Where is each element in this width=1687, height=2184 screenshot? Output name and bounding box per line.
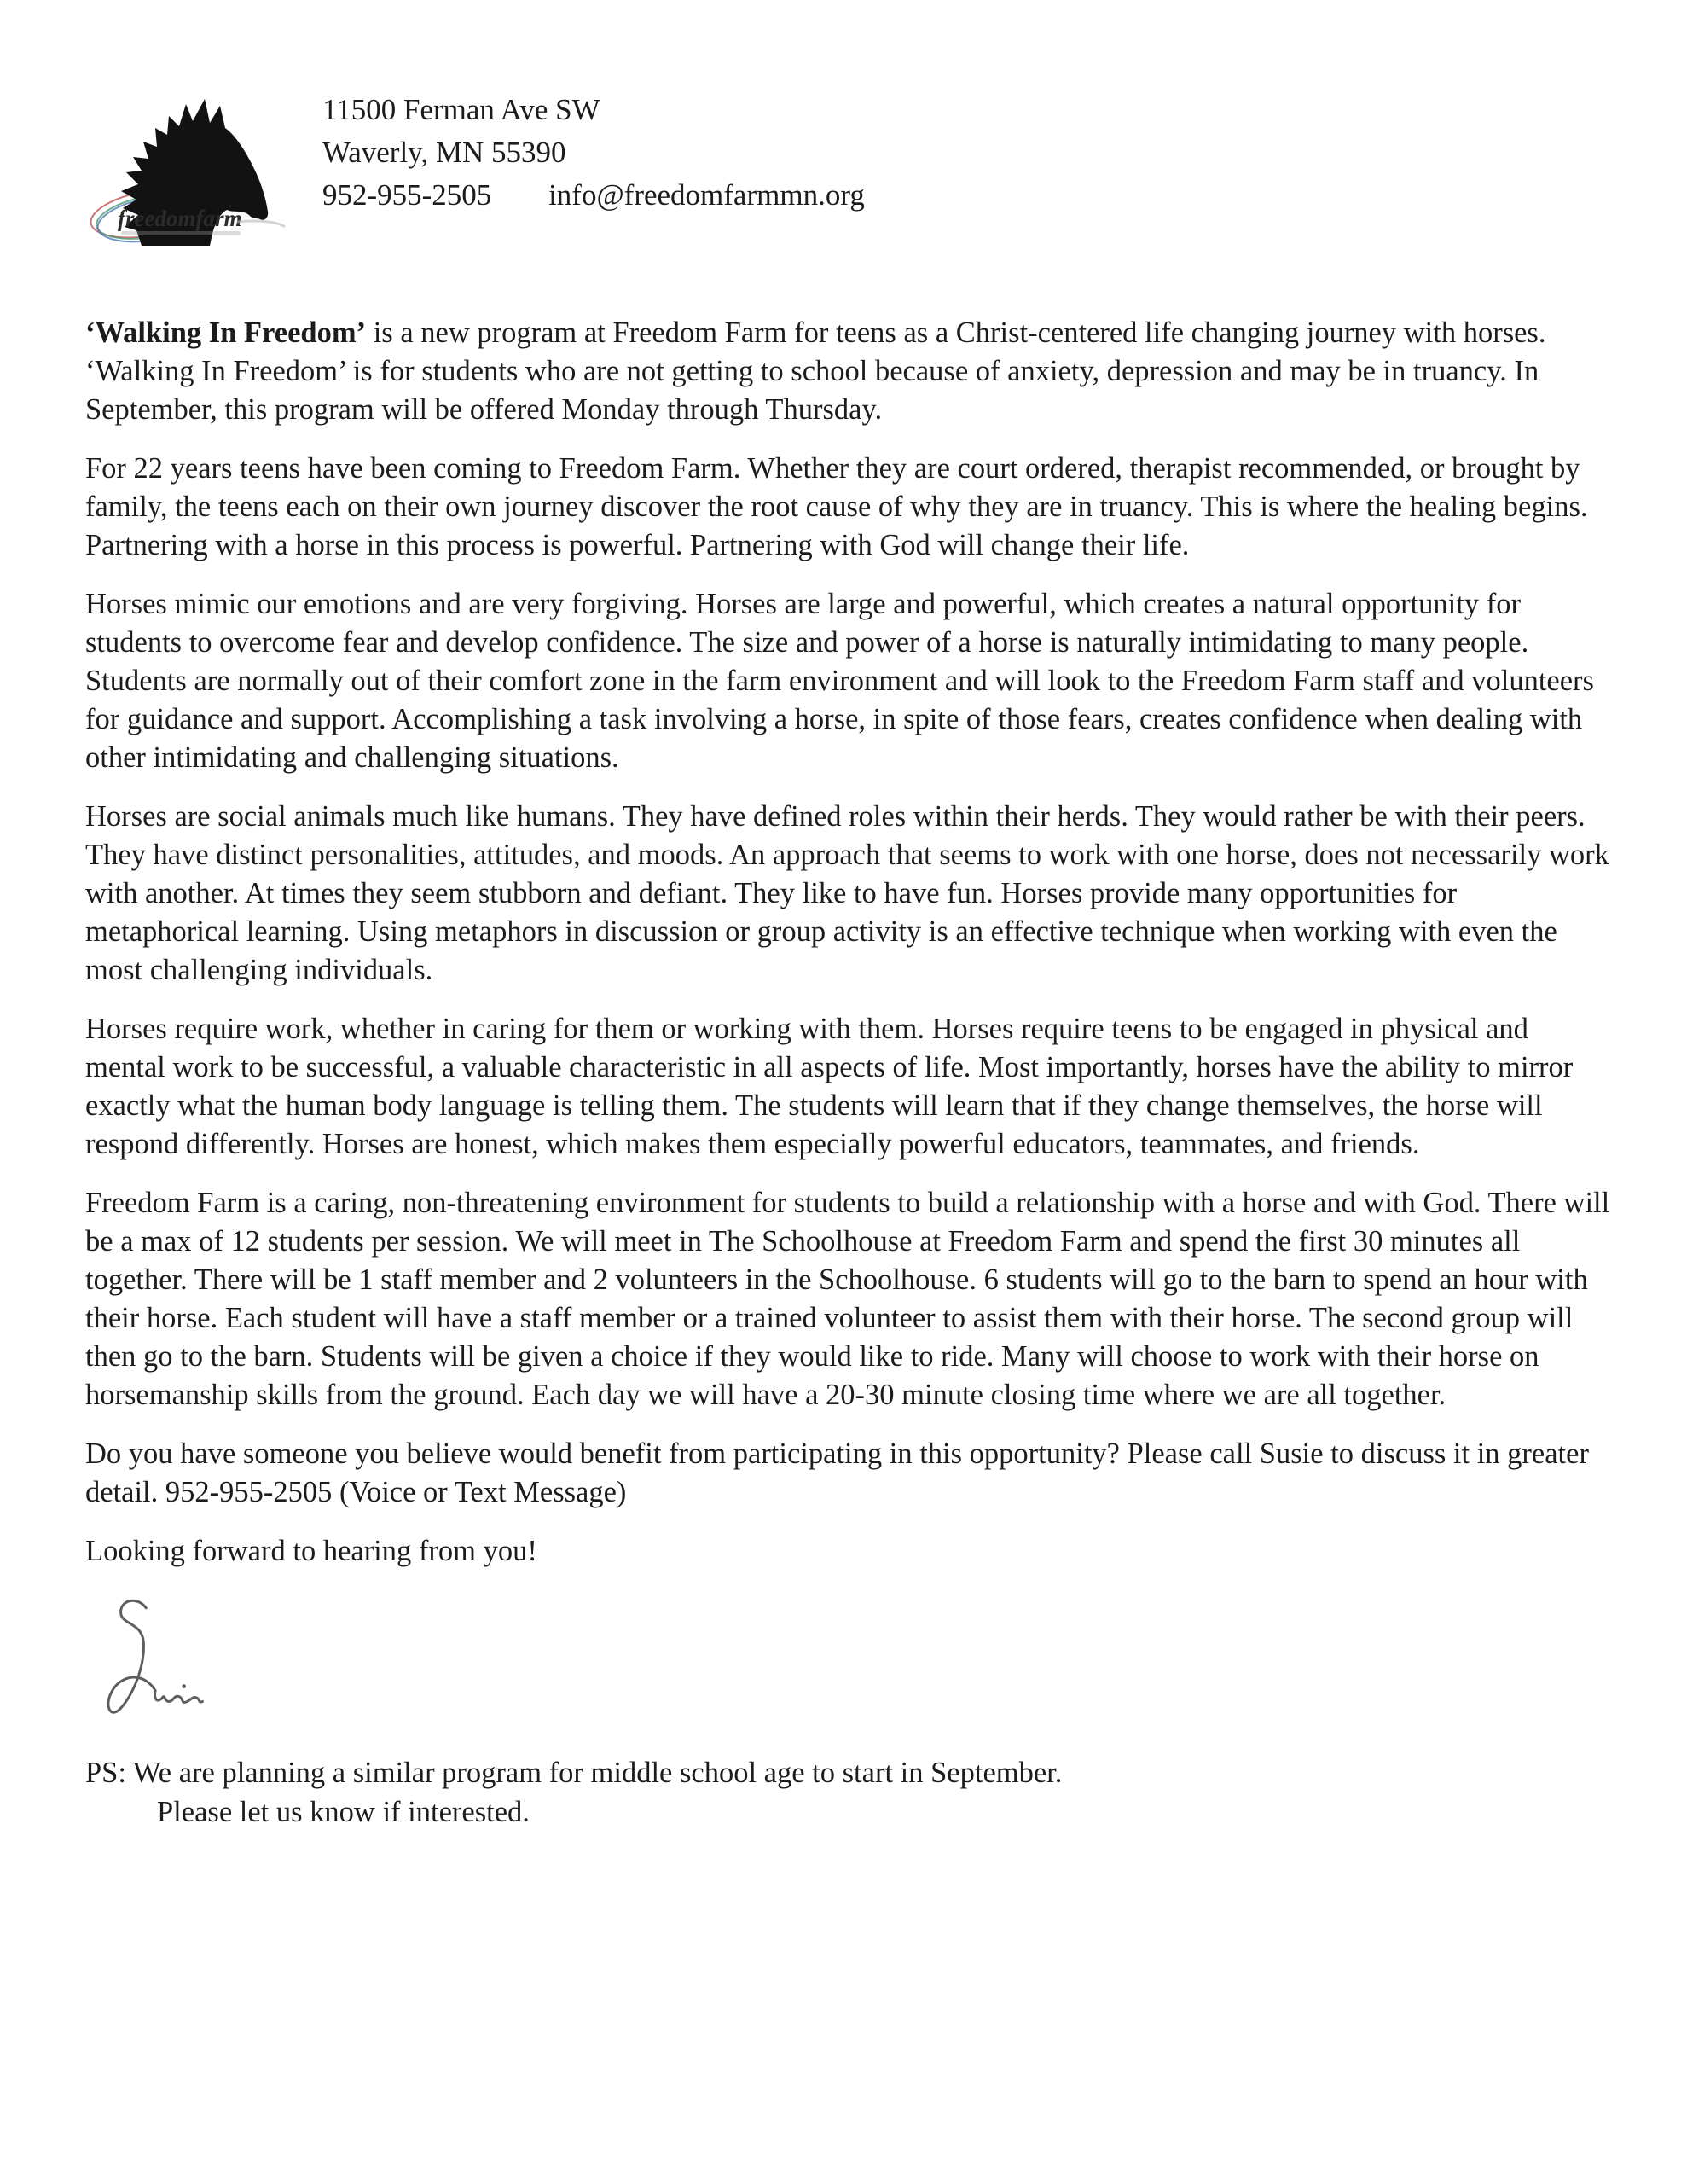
logo-wordmark: freedomfarm bbox=[118, 206, 242, 231]
logo-underline-sweep bbox=[237, 221, 285, 227]
masthead bbox=[85, 87, 1612, 249]
signature-susie bbox=[97, 1591, 225, 1734]
paragraph-program-details: Freedom Farm is a caring, non-threatening environment for students to build a relationship with a horse and with God. There will be a max of 12 students per session. We will meet in The Schoolhouse at Freedom Farm and spend the first 30 minutes all together. There will be 1 staff member and 2 volunteers in the Schoolhouse. 6 students will go to the barn to spend an hour with their horse. Each student will have a staff member or a trained volunteer to assist them with their horse. The second group will then go to the barn. Students will be given a choice if they would like to ride. Many will choose to work with their horse on horsemanship skills from the ground. Each day we will have a 20-30 minute closing time where we are all together. bbox=[85, 1187, 1610, 1411]
logo-tagline-blur bbox=[121, 231, 241, 235]
address-block bbox=[322, 87, 865, 217]
paragraph-horses-social: Horses are social animals much like humans. They have defined roles within their herds. They would rather be with their peers. They have distinct personalities, attitudes, and moods. An approach that seems to work with one horse, does not necessarily work with another. At times they seem stubborn and defiant. They like to have fun. Horses provide many opportunities for metaphorical learning. Using metaphors in discussion or group activity is an effective technique when working with even the most challenging individuals. bbox=[85, 800, 1609, 986]
email-address: info@freedomfarmmn.org bbox=[548, 178, 865, 212]
ps-line-2: Please let us know if interested. bbox=[157, 1796, 530, 1828]
paragraph-horses-mimic: Horses mimic our emotions and are very forgiving. Horses are large and powerful, which creates a natural opportunity for students to overcome fear and develop confidence. The size and power of a horse is naturally intimidating to many people. Students are normally out of their comfort zone in the farm environment and will look to the Freedom Farm staff and volunteers for guidance and support. Accomplishing a task involving a horse, in spite of those fears, creates confidence when dealing with other intimidating and challenging situations. bbox=[85, 588, 1594, 774]
address-line-1: 11500 Ferman Ave SW bbox=[322, 93, 600, 126]
ps-line-1: PS: We are planning a similar program for middle school age to start in September. bbox=[85, 1757, 1063, 1789]
contact-row bbox=[322, 174, 865, 217]
freedom-farm-logo bbox=[85, 87, 290, 249]
program-name: ‘Walking In Freedom’ bbox=[85, 317, 367, 349]
phone-number: 952-955-2505 bbox=[322, 178, 492, 212]
paragraph-history: For 22 years teens have been coming to Freedom Farm. Whether they are court ordered, therapist recommended, or brought by family, the teens each on their own journey discover the root cause of why they are in truancy. This is where the healing begins. Partnering with a horse in this process is powerful. Partnering with God will change their life. bbox=[85, 452, 1588, 561]
ps-block bbox=[85, 1753, 1612, 1832]
address-line-2: Waverly, MN 55390 bbox=[322, 136, 566, 169]
closing-line: Looking forward to hearing from you! bbox=[85, 1535, 537, 1567]
paragraph-horses-work: Horses require work, whether in caring for them or working with them. Horses require teens to be engaged in physical and mental work to be successful, a valuable characteristic in all aspects of life. Most importantly, horses have the ability to mirror exactly what the human body language is telling them. The students will learn that if they change themselves, the horse will respond differently. Horses are honest, which makes them especially powerful educators, teammates, and friends. bbox=[85, 1013, 1574, 1160]
letter-body bbox=[85, 314, 1612, 1832]
paragraph-intro: ‘Walking In Freedom’ is a new program at Freedom Farm for teens as a Christ-centered life changing journey with horses. ‘Walking In Freedom’ is for students who are not getting to school because of anxiety, depression and may be in truancy. In September, this program will be offered Monday through Thursday. bbox=[85, 317, 1546, 426]
paragraph-call-to-action: Do you have someone you believe would benefit from participating in this opportunity? Please call Susie to discuss it in greater detail. 952-955-2505 (Voice or Text Message) bbox=[85, 1438, 1589, 1508]
